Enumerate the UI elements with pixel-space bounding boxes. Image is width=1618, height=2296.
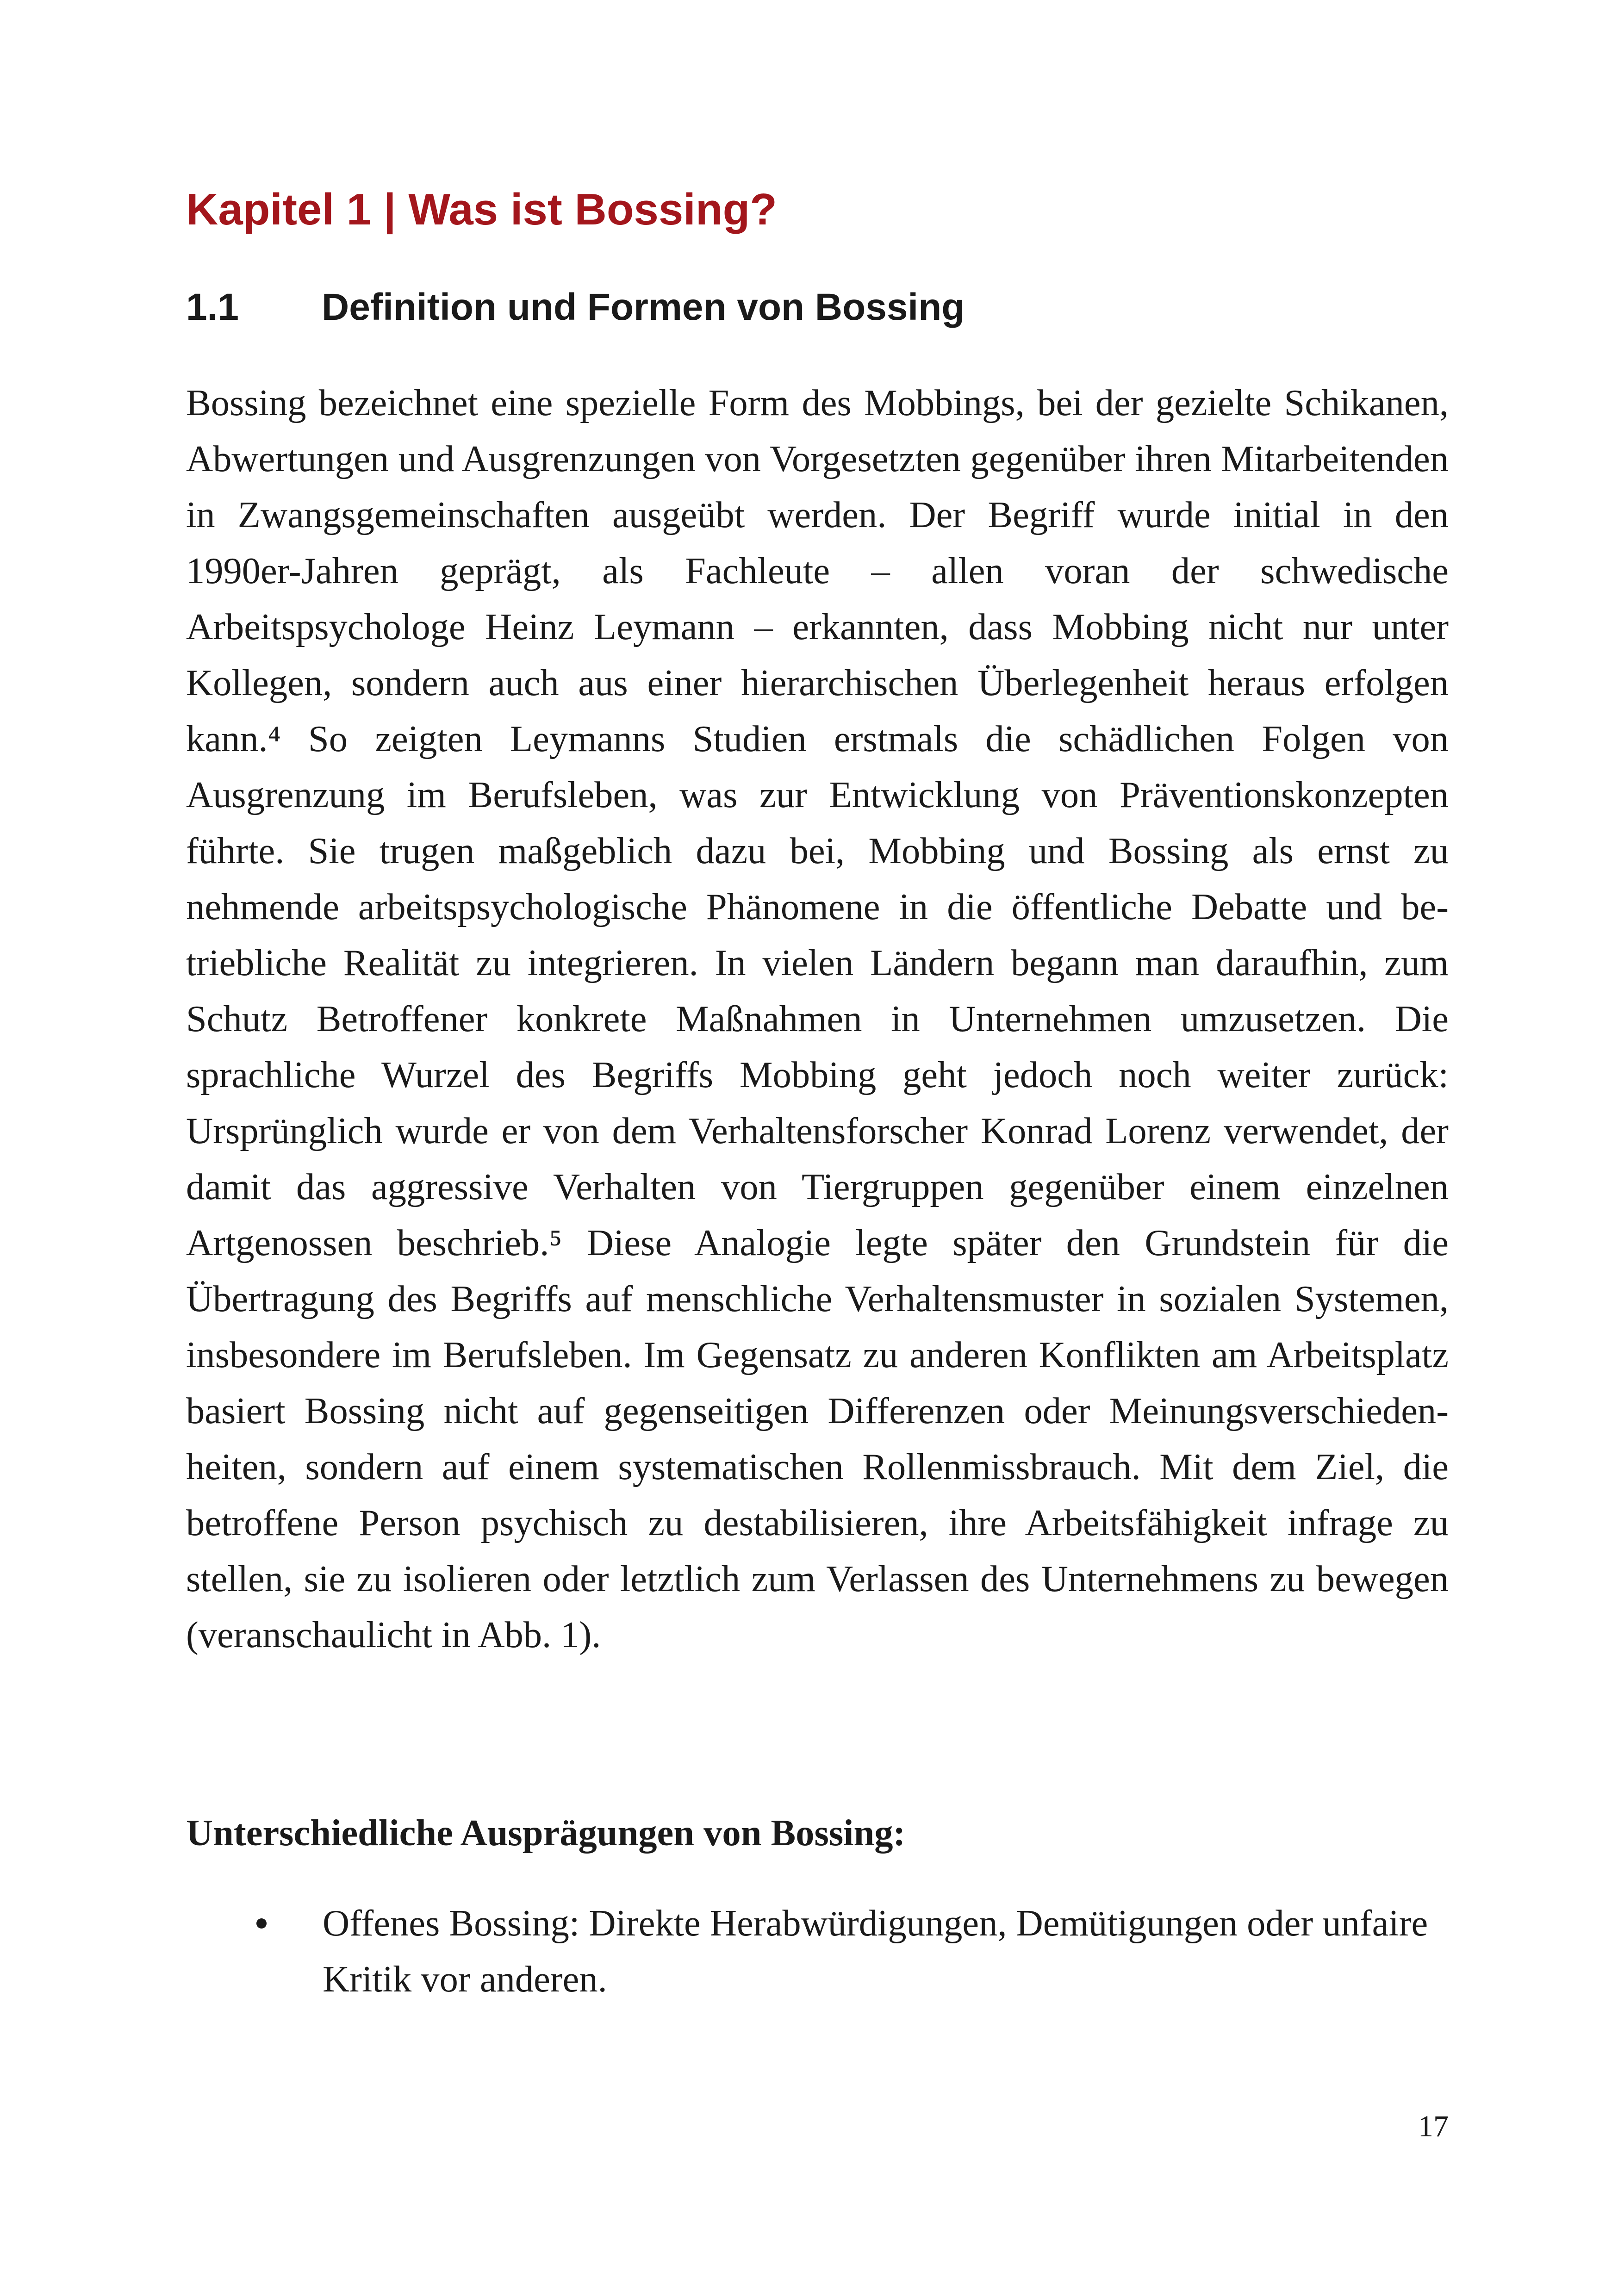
document-page: [186, 0, 1449, 2296]
section-number: 1.1: [186, 286, 239, 328]
chapter-title: Kapitel 1 | Was ist Bossing?: [186, 185, 777, 234]
bullet-icon: [256, 1918, 267, 1929]
section-heading: [186, 285, 965, 330]
body-paragraph: Bossing bezeichnet eine spezielle Form des Mobbings, bei der gezielte Schikanen, Abwertungen und Ausgrenzungen von Vorgesetzten gegenüber ihren Mitarbeitenden in Zwangsgemeinschaften ausgeübt werden. Der Begriff wurde initial in den 1990er-Jahren geprägt, als Fachleute – allen voran der schwedische Arbeitspsychologe Heinz Leymann – erkannten, dass Mobbing nicht nur unter Kollegen, sondern auch aus einer hierarchischen Überlegenheit heraus erfolgen kann.⁴ So zeigten Leymanns Studien erstmals die schädlichen Folgen von Ausgrenzung im Berufsleben, was zur Entwicklung von Präventionskonzepten führte. Sie trugen maßgeblich dazu bei, Mobbing und Bossing als ernst zu nehmende arbeitspsychologische Phänomene in die öffentliche Debatte und betriebliche Realität zu integrieren. In vielen Ländern begann man daraufhin, zum Schutz Betroffener konkrete Maßnahmen in Unternehmen umzusetzen. Die sprachliche Wurzel des Begriffs Mobbing geht jedoch noch weiter zurück: Ursprünglich wurde er von dem Verhaltensforscher Konrad Lorenz verwendet, der damit das aggressive Verhalten von Tiergruppen gegenüber einem einzelnen Artgenossen beschrieb.⁵ Diese Analogie legte später den Grundstein für die Übertragung des Begriffs auf menschliche Verhaltensmuster in sozialen Systemen, insbesondere im Berufsleben. Im Gegensatz zu anderen Konflikten am Arbeitsplatz basiert Bossing nicht auf gegenseitigen Differenzen oder Meinungsverschiedenheiten, sondern auf einem systematischen Rollenmissbrauch. Mit dem Ziel, die betroffene Person psychisch zu destabilisieren, ihre Arbeitsfähigkeit infrage zu stellen, sie zu isolieren oder letztlich zum Verlassen des Unternehmens zu bewegen (veranschaulicht in Abb. 1).: [186, 382, 1449, 1655]
list-subheading: Unterschiedliche Ausprägungen von Bossing:: [186, 1812, 906, 1854]
list-item: [186, 1895, 1449, 2007]
page-number: 17: [1418, 2109, 1449, 2143]
list-item-text: Offenes Bossing: Direkte Herabwürdigungen, Demütigungen oder unfaire Kritik vor anderen.: [323, 1903, 1428, 2000]
bullet-list: [186, 1895, 1449, 2007]
section-title: Definition und Formen von Bossing: [322, 286, 965, 328]
